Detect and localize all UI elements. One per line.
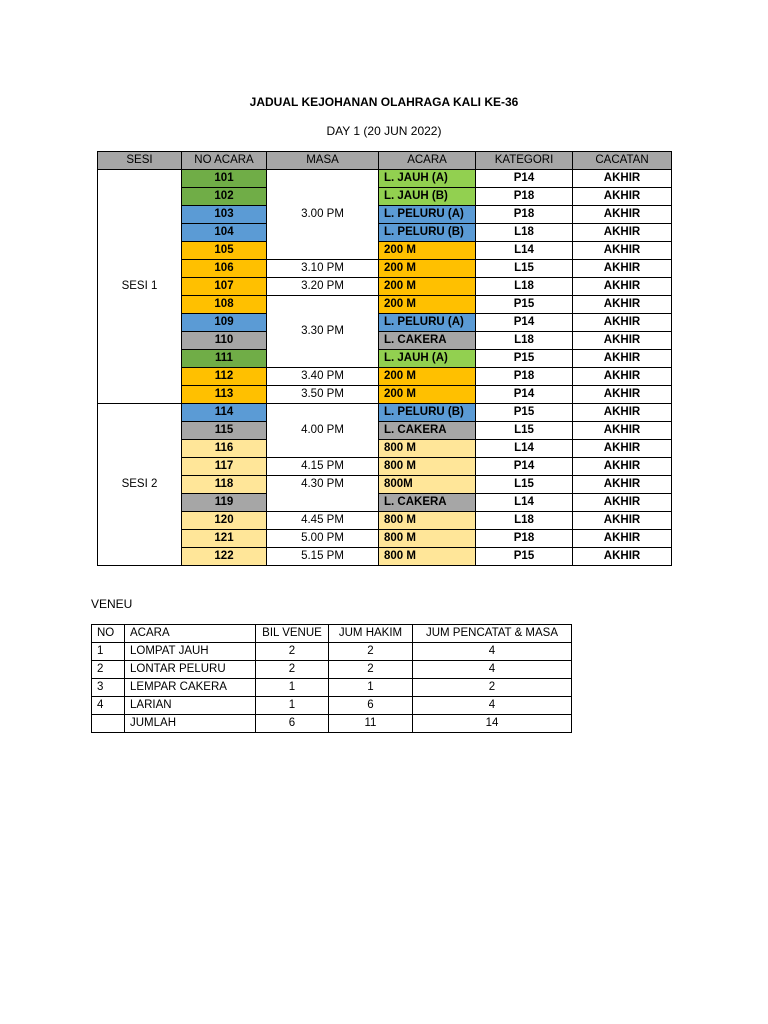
table-row [98, 386, 672, 404]
acara-cell: 200 M [379, 296, 476, 314]
no-acara-cell: 121 [182, 530, 267, 548]
cacatan-cell: AKHIR [573, 440, 672, 458]
venue-acara-cell: LEMPAR CAKERA [125, 679, 256, 697]
schedule-table [97, 151, 672, 566]
venue-bil-cell: 1 [256, 697, 329, 715]
kategori-cell: L15 [476, 476, 573, 494]
venue-header-jum-hakim: JUM HAKIM [329, 625, 413, 643]
kategori-cell: P18 [476, 206, 573, 224]
header-no-acara: NO ACARA [182, 152, 267, 170]
cacatan-cell: AKHIR [573, 242, 672, 260]
cacatan-cell: AKHIR [573, 476, 672, 494]
cacatan-cell: AKHIR [573, 350, 672, 368]
table-row [98, 440, 672, 458]
acara-cell: L. PELURU (A) [379, 206, 476, 224]
masa-cell: 4.30 PM [267, 476, 379, 512]
venue-header-jum-pencatat: JUM PENCATAT & MASA [413, 625, 572, 643]
cacatan-cell: AKHIR [573, 512, 672, 530]
masa-cell: 3.20 PM [267, 278, 379, 296]
table-row [92, 679, 572, 697]
acara-cell: L. PELURU (B) [379, 404, 476, 422]
table-row [98, 458, 672, 476]
acara-cell: 800 M [379, 512, 476, 530]
cacatan-cell: AKHIR [573, 386, 672, 404]
no-acara-cell: 106 [182, 260, 267, 278]
acara-cell: 200 M [379, 242, 476, 260]
cacatan-cell: AKHIR [573, 170, 672, 188]
acara-cell: 200 M [379, 278, 476, 296]
cacatan-cell: AKHIR [573, 530, 672, 548]
masa-cell: 4.00 PM [267, 404, 379, 458]
acara-cell: L. CAKERA [379, 332, 476, 350]
acara-cell: 200 M [379, 386, 476, 404]
kategori-cell: L15 [476, 422, 573, 440]
venue-acara-cell: LARIAN [125, 697, 256, 715]
kategori-cell: P15 [476, 296, 573, 314]
venue-header-no: NO [92, 625, 125, 643]
venue-acara-cell: LOMPAT JAUH [125, 643, 256, 661]
acara-cell: L. JAUH (A) [379, 170, 476, 188]
kategori-cell: L18 [476, 224, 573, 242]
header-masa: MASA [267, 152, 379, 170]
kategori-cell: L14 [476, 242, 573, 260]
cacatan-cell: AKHIR [573, 314, 672, 332]
venue-bil-cell: 2 [256, 643, 329, 661]
no-acara-cell: 116 [182, 440, 267, 458]
kategori-cell: L18 [476, 332, 573, 350]
kategori-cell: P14 [476, 314, 573, 332]
venue-section-label: VENEU [91, 597, 133, 611]
acara-cell: L. PELURU (A) [379, 314, 476, 332]
venue-no-cell: 2 [92, 661, 125, 679]
cacatan-cell: AKHIR [573, 332, 672, 350]
acara-cell: 800 M [379, 458, 476, 476]
cacatan-cell: AKHIR [573, 224, 672, 242]
kategori-cell: L18 [476, 512, 573, 530]
no-acara-cell: 115 [182, 422, 267, 440]
table-row [98, 530, 672, 548]
no-acara-cell: 119 [182, 494, 267, 512]
table-row [98, 278, 672, 296]
no-acara-cell: 107 [182, 278, 267, 296]
venue-acara-cell: JUMLAH [125, 715, 256, 733]
acara-cell: 200 M [379, 368, 476, 386]
table-row [98, 404, 672, 422]
table-row [98, 350, 672, 368]
table-row [98, 296, 672, 314]
venue-bil-cell: 1 [256, 679, 329, 697]
schedule-header-row [98, 152, 672, 170]
cacatan-cell: AKHIR [573, 206, 672, 224]
cacatan-cell: AKHIR [573, 404, 672, 422]
acara-cell: 800 M [379, 440, 476, 458]
no-acara-cell: 109 [182, 314, 267, 332]
header-kategori: KATEGORI [476, 152, 573, 170]
no-acara-cell: 108 [182, 296, 267, 314]
venue-acara-cell: LONTAR PELURU [125, 661, 256, 679]
kategori-cell: P18 [476, 530, 573, 548]
no-acara-cell: 103 [182, 206, 267, 224]
acara-cell: 800M [379, 476, 476, 494]
masa-cell: 4.45 PM [267, 512, 379, 530]
no-acara-cell: 112 [182, 368, 267, 386]
venue-hakim-cell: 2 [329, 661, 413, 679]
acara-cell: 800 M [379, 548, 476, 566]
page-subtitle: DAY 1 (20 JUN 2022) [326, 124, 442, 138]
table-row [98, 494, 672, 512]
masa-cell: 3.30 PM [267, 296, 379, 368]
venue-bil-cell: 6 [256, 715, 329, 733]
masa-cell: 4.15 PM [267, 458, 379, 476]
table-row [92, 697, 572, 715]
kategori-cell: P14 [476, 386, 573, 404]
acara-cell: 800 M [379, 530, 476, 548]
cacatan-cell: AKHIR [573, 368, 672, 386]
no-acara-cell: 111 [182, 350, 267, 368]
no-acara-cell: 114 [182, 404, 267, 422]
acara-cell: L. PELURU (B) [379, 224, 476, 242]
table-row [98, 260, 672, 278]
cacatan-cell: AKHIR [573, 260, 672, 278]
acara-cell: 200 M [379, 260, 476, 278]
venue-pencatat-cell: 4 [413, 643, 572, 661]
kategori-cell: L14 [476, 440, 573, 458]
venue-pencatat-cell: 4 [413, 697, 572, 715]
no-acara-cell: 120 [182, 512, 267, 530]
kategori-cell: L14 [476, 494, 573, 512]
masa-cell: 3.00 PM [267, 170, 379, 260]
acara-cell: L. CAKERA [379, 422, 476, 440]
no-acara-cell: 118 [182, 476, 267, 494]
sesi-cell: SESI 1 [98, 170, 182, 404]
kategori-cell: P15 [476, 548, 573, 566]
cacatan-cell: AKHIR [573, 458, 672, 476]
no-acara-cell: 117 [182, 458, 267, 476]
cacatan-cell: AKHIR [573, 296, 672, 314]
table-row [98, 242, 672, 260]
venue-hakim-cell: 6 [329, 697, 413, 715]
no-acara-cell: 105 [182, 242, 267, 260]
table-row [98, 332, 672, 350]
cacatan-cell: AKHIR [573, 422, 672, 440]
venue-table [91, 624, 572, 733]
table-row [98, 422, 672, 440]
masa-cell: 3.50 PM [267, 386, 379, 404]
table-row [98, 314, 672, 332]
cacatan-cell: AKHIR [573, 494, 672, 512]
venue-total-row [92, 715, 572, 733]
sesi-cell: SESI 2 [98, 404, 182, 566]
venue-no-cell: 3 [92, 679, 125, 697]
venue-hakim-cell: 1 [329, 679, 413, 697]
table-row [98, 224, 672, 242]
masa-cell: 3.40 PM [267, 368, 379, 386]
table-row [98, 548, 672, 566]
masa-cell: 3.10 PM [267, 260, 379, 278]
venue-header-row [92, 625, 572, 643]
cacatan-cell: AKHIR [573, 548, 672, 566]
venue-header-bil-venue: BIL VENUE [256, 625, 329, 643]
table-row [98, 368, 672, 386]
kategori-cell: P15 [476, 350, 573, 368]
no-acara-cell: 104 [182, 224, 267, 242]
kategori-cell: P18 [476, 368, 573, 386]
venue-hakim-cell: 11 [329, 715, 413, 733]
table-row [92, 661, 572, 679]
masa-cell: 5.15 PM [267, 548, 379, 566]
venue-pencatat-cell: 2 [413, 679, 572, 697]
venue-pencatat-cell: 14 [413, 715, 572, 733]
table-row [98, 512, 672, 530]
venue-bil-cell: 2 [256, 661, 329, 679]
no-acara-cell: 110 [182, 332, 267, 350]
venue-pencatat-cell: 4 [413, 661, 572, 679]
header-sesi: SESI [98, 152, 182, 170]
venue-no-cell [92, 715, 125, 733]
table-row [98, 188, 672, 206]
table-row [98, 206, 672, 224]
venue-no-cell: 1 [92, 643, 125, 661]
acara-cell: L. JAUH (B) [379, 188, 476, 206]
cacatan-cell: AKHIR [573, 188, 672, 206]
page-title: JADUAL KEJOHANAN OLAHRAGA KALI KE-36 [249, 95, 519, 109]
venue-hakim-cell: 2 [329, 643, 413, 661]
kategori-cell: L18 [476, 278, 573, 296]
cacatan-cell: AKHIR [573, 278, 672, 296]
no-acara-cell: 113 [182, 386, 267, 404]
table-row [98, 476, 672, 494]
table-row [98, 170, 672, 188]
header-acara: ACARA [379, 152, 476, 170]
kategori-cell: P18 [476, 188, 573, 206]
acara-cell: L. JAUH (A) [379, 350, 476, 368]
venue-header-acara: ACARA [125, 625, 256, 643]
header-cacatan: CACATAN [573, 152, 672, 170]
no-acara-cell: 101 [182, 170, 267, 188]
masa-cell: 5.00 PM [267, 530, 379, 548]
venue-no-cell: 4 [92, 697, 125, 715]
no-acara-cell: 122 [182, 548, 267, 566]
no-acara-cell: 102 [182, 188, 267, 206]
kategori-cell: P15 [476, 404, 573, 422]
kategori-cell: P14 [476, 170, 573, 188]
table-row [92, 643, 572, 661]
kategori-cell: P14 [476, 458, 573, 476]
kategori-cell: L15 [476, 260, 573, 278]
acara-cell: L. CAKERA [379, 494, 476, 512]
